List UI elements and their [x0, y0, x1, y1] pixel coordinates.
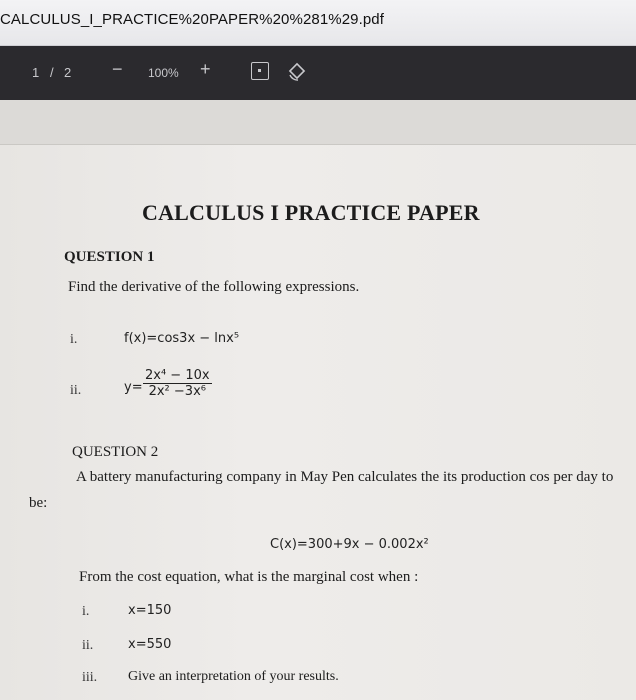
- q2-item2-text: x=550: [128, 637, 172, 652]
- q1-item2-numerator: 2x⁴ − 10x: [145, 368, 210, 383]
- title-bar: [0, 0, 636, 46]
- pdf-page: [0, 144, 636, 700]
- q1-item2-denominator: 2x² −3x⁶: [148, 384, 206, 399]
- rotate-icon[interactable]: [286, 61, 308, 83]
- question2-heading: QUESTION 2: [72, 444, 159, 460]
- fit-page-icon-dot: [258, 69, 261, 72]
- q2-item2-numeral: ii.: [82, 638, 94, 653]
- question1-instruction: Find the derivative of the following expressions.: [68, 279, 360, 295]
- zoom-level[interactable]: 100%: [148, 66, 179, 80]
- q1-item1-expression: f(x)=cos3x − lnx⁵: [124, 331, 240, 346]
- q2-item3-numeral: iii.: [82, 670, 98, 685]
- page-total: 2: [64, 65, 72, 80]
- q2-item1-text: x=150: [128, 603, 172, 618]
- q2-item3-text: Give an interpretation of your results.: [128, 669, 339, 684]
- question2-body: A battery manufacturing company in May Pen calculates the its production cos per day to: [76, 469, 614, 485]
- page-separator: /: [50, 65, 54, 80]
- zoom-out-button[interactable]: −: [112, 59, 123, 79]
- cost-equation: C(x)=300+9x − 0.002x²: [270, 537, 429, 552]
- question1-heading: QUESTION 1: [64, 249, 155, 265]
- page-gap: [0, 100, 636, 144]
- q1-item2-fraction: [143, 368, 212, 399]
- zoom-in-button[interactable]: +: [200, 59, 211, 79]
- page-current-input[interactable]: 1: [32, 65, 40, 80]
- q1-item1-numeral: i.: [70, 332, 78, 347]
- pdf-toolbar: [0, 46, 636, 100]
- question2-ask: From the cost equation, what is the marginal cost when :: [79, 569, 419, 585]
- window-title: CALCULUS_I_PRACTICE%20PAPER%20%281%29.pdf: [0, 11, 385, 28]
- q1-item2-numeral: ii.: [70, 383, 82, 398]
- question2-body-continued: be:: [29, 495, 48, 511]
- fit-page-icon[interactable]: [251, 62, 269, 80]
- paper-title: CALCULUS I PRACTICE PAPER: [142, 200, 480, 225]
- q1-item2-lhs: y=: [124, 380, 143, 395]
- q2-item1-numeral: i.: [82, 604, 90, 619]
